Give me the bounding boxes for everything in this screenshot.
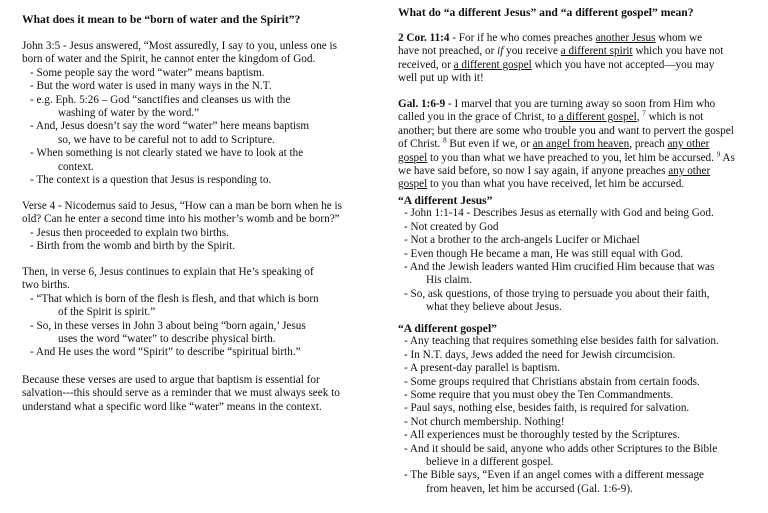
verse-number: 8: [443, 136, 447, 145]
bullet-item: - The Bible says, “Even if an angel comes with a different message: [404, 469, 704, 482]
underlined-phrase: a different gospel: [453, 58, 532, 71]
bullet-item: - And, Jesus doesn’t say the word “water” here means baptism: [30, 120, 310, 133]
underlined-phrase: gospel: [398, 151, 428, 164]
right-title: What do “a different Jesus” and “a different gospel” mean?: [398, 6, 694, 19]
bullet-item: - Not a brother to the arch-angels Lucifer or Michael: [404, 234, 640, 247]
different-jesus-section: [398, 194, 750, 315]
paragraph-line: two births.: [22, 279, 70, 292]
bullet-item: - And it should be said, anyone who adds other Scriptures to the Bible: [404, 442, 718, 455]
bullet-continuation: His claim.: [426, 274, 472, 287]
bullet-item: - So, in these verses in John 3 about being “born again,’ Jesus: [30, 319, 306, 332]
bullet-item: - All experiences must be thoroughly tested by the Scriptures.: [404, 429, 680, 442]
paragraph-line: John 3:5 - Jesus answered, “Most assuredly, I say to you, unless one is: [22, 40, 337, 52]
verse-6-section: [22, 266, 362, 360]
different-gospel-section: [398, 322, 750, 496]
bullet-continuation: context.: [58, 160, 94, 173]
bullet-item: - John 1:1-14 - Describes Jesus as eternally with God and being God.: [404, 207, 714, 220]
bullet-item: - And the Jewish leaders wanted Him crucified Him because that was: [404, 261, 715, 274]
bullet-item: - Jesus then proceeded to explain two births.: [30, 226, 229, 239]
bullet-item: - Even though He became a man, He was still equal with God.: [404, 247, 683, 260]
underlined-phrase: an angel from heaven: [532, 138, 630, 151]
bullet-item: - Any teaching that requires something else besides faith for salvation.: [404, 335, 719, 348]
section-heading: “A different gospel”: [398, 322, 497, 335]
paragraph-line: Then, in verse 6, Jesus continues to explain that He’s speaking of: [22, 266, 314, 278]
bullet-item: - In N.T. days, Jews added the need for Jewish circumcision.: [404, 348, 676, 361]
verse-4-section: [22, 200, 362, 254]
bullet-item: - Some groups required that Christians abstain from certain foods.: [404, 375, 700, 388]
bullet-item: - The context is a question that Jesus is responding to.: [30, 174, 272, 187]
bullet-item: - “That which is born of the flesh is flesh, and that which is born: [30, 292, 319, 305]
underlined-phrase: a different spirit: [560, 45, 633, 58]
bullet-continuation: what they believe about Jesus.: [426, 301, 562, 314]
paragraph-line: born of water and the Spirit, he cannot enter the kingdom of God.: [22, 53, 316, 66]
bullet-item: - Paul says, nothing else, besides faith, is required for salvation.: [404, 402, 690, 415]
bullet-item: - Some require that you must obey the Ten Commandments.: [404, 389, 674, 402]
john-3-5-section: [22, 40, 362, 187]
emphasis-word: if: [497, 45, 504, 58]
underlined-phrase: any other: [668, 165, 711, 178]
bullet-continuation: from heaven, let him be accursed (Gal. 1:6-9).: [426, 482, 633, 495]
bullet-item: - e.g. Eph. 5:26 – God “sanctifies and cleanses us with the: [30, 93, 291, 106]
paragraph-line: salvation---this should serve as a reminder that we must always seek to: [22, 387, 340, 400]
left-title: What does it mean to be “born of water and the Spirit”?: [22, 13, 301, 26]
bullet-continuation: of the Spirit is spirit.”: [58, 306, 156, 319]
gal-1-6-9-passage: Gal. 1:6-9 - I marvel that you are turning away so soon from Him who called you in the grace of Christ, to a different gospel, $^7$ which is not another; but there are some who trouble you and want to pervert the gospel of Christ. $^8$ But even if we, or an angel from heaven, preach any other gospel to you than what we have preached to you, let him be accursed. $^9$ As we have said before, so now I say again, if anyone preaches any other gospel to you than what you have received, let him be accursed.: [398, 98, 735, 191]
bullet-continuation: believe in a different gospel.: [426, 456, 554, 469]
bullet-continuation: so, we have to be careful not to add to Scripture.: [58, 133, 275, 146]
paragraph-line: understand what a specific word like “water” means in the context.: [22, 400, 322, 413]
bullet-item: - Not created by God: [404, 220, 499, 233]
bullet-item: - Birth from the womb and birth by the Spirit.: [30, 240, 236, 253]
underlined-phrase: a different gospel: [558, 111, 637, 124]
section-heading: “A different Jesus”: [398, 194, 493, 207]
underlined-phrase: gospel: [398, 178, 428, 191]
bullet-item: - And He uses the word “Spirit” to describe “spiritual birth.”: [30, 346, 301, 359]
bullet-continuation: uses the word “water” to describe physical birth.: [58, 333, 276, 346]
bullet-item: - Not church membership. Nothing!: [404, 415, 565, 428]
cor-11-4-passage: 2 Cor. 11:4 - For if he who comes preaches another Jesus whom we have not preached, or if you receive a different spirit which you have not received, or a different gospel which you have not accepted—you may well put up with it!: [398, 32, 724, 85]
bullet-item: - A present-day parallel is baptism.: [404, 362, 560, 375]
paragraph-line: old? Can he enter a second time into his mother’s womb and be born?”: [22, 213, 340, 226]
bullet-item: - But the word water is used in many ways in the N.T.: [30, 80, 272, 93]
scripture-reference: 2 Cor. 11:4: [398, 32, 450, 44]
bullet-item: - So, ask questions, of those trying to persuade you about their faith,: [404, 287, 710, 300]
paragraph-line: Verse 4 - Nicodemus said to Jesus, “How can a man be born when he is: [22, 200, 343, 212]
verse-number: 7: [642, 109, 646, 118]
conclusion-paragraph: [22, 374, 362, 414]
verse-number: 9: [716, 149, 721, 158]
bullet-item: - Some people say the word “water” means baptism.: [30, 66, 265, 79]
bullet-continuation: washing of water by the word.”: [58, 107, 200, 120]
bullet-item: - When something is not clearly stated we have to look at the: [30, 147, 304, 160]
underlined-phrase: any other: [667, 138, 710, 151]
paragraph-line: Because these verses are used to argue that baptism is essential for: [22, 374, 320, 386]
scripture-reference: Gal. 1:6-9: [398, 98, 446, 110]
underlined-phrase: another Jesus: [595, 32, 656, 44]
